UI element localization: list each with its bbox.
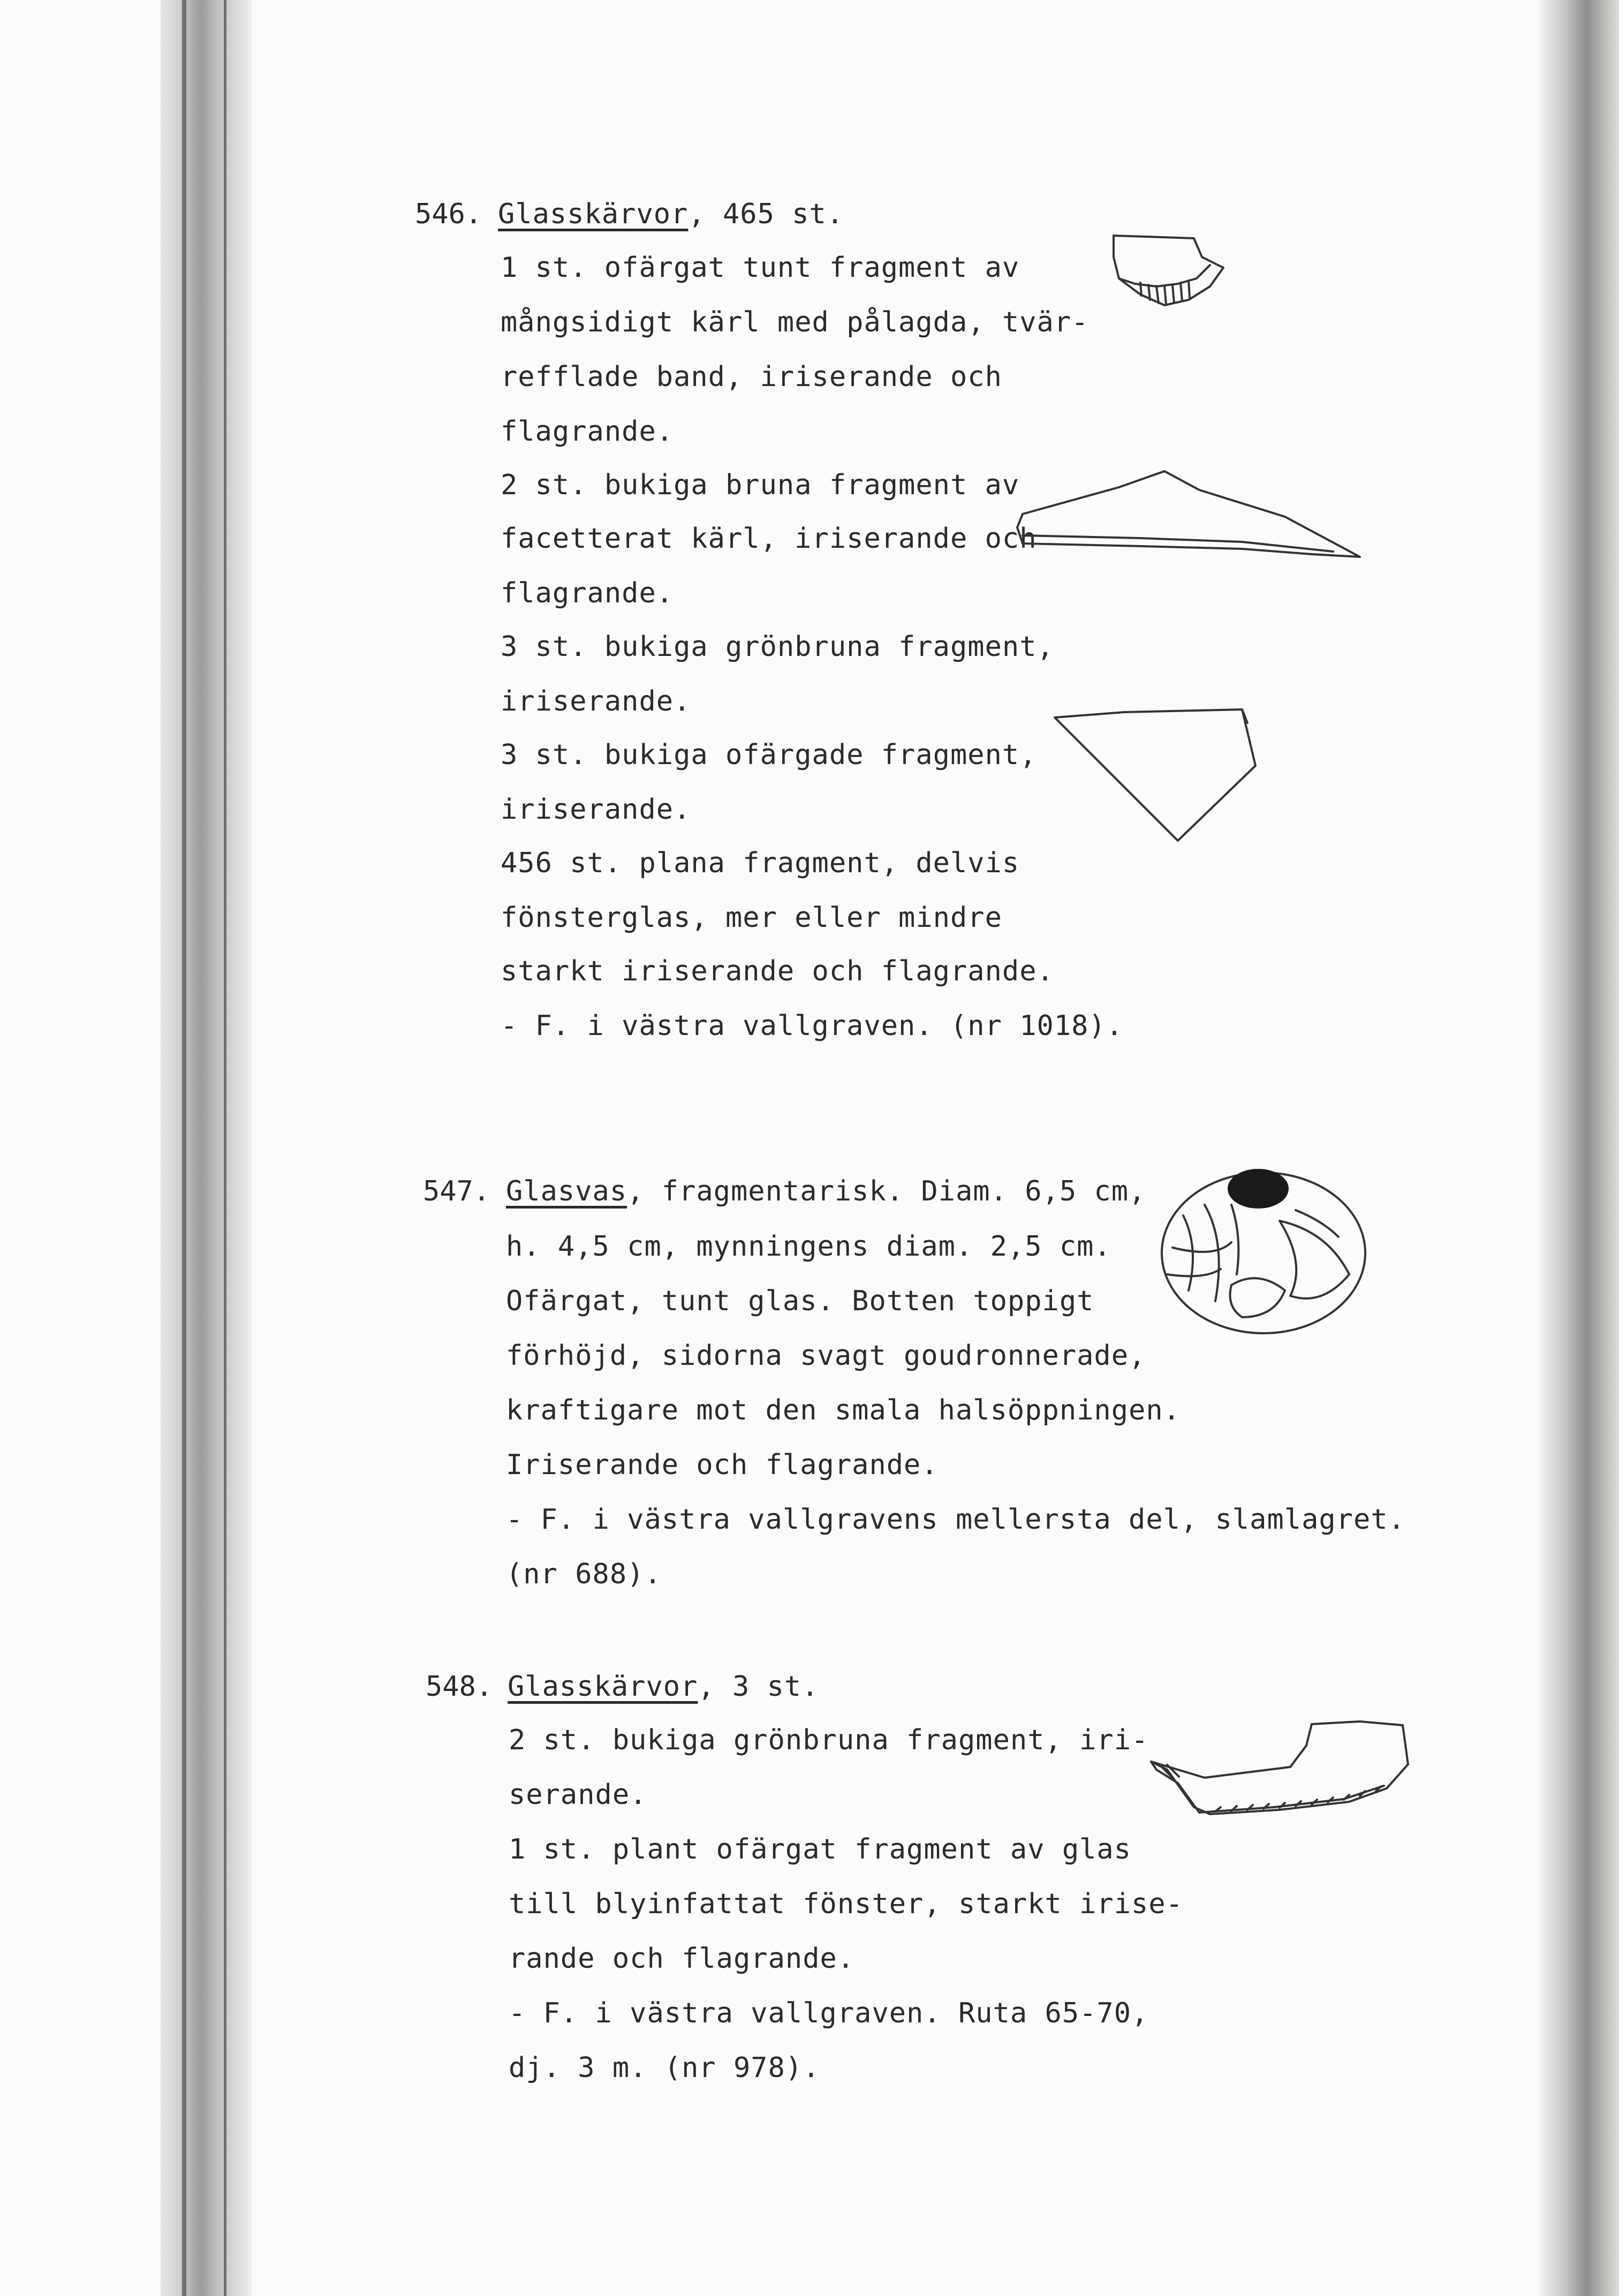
entry-547-line: Iriserande och flagrande. xyxy=(506,1449,939,1481)
entry-547-title-suffix: , fragmentarisk. Diam. 6,5 cm, xyxy=(627,1175,1146,1207)
entry-546-number: 546. xyxy=(415,198,482,230)
entry-548-line: 1 st. plant ofärgat fragment av glas xyxy=(509,1833,1132,1865)
book-binding xyxy=(161,0,252,2296)
entry-547-line: (nr 688). xyxy=(506,1558,662,1590)
entry-548-line: dj. 3 m. (nr 978). xyxy=(509,2052,820,2084)
triangular-fragment-sketch xyxy=(1044,701,1269,857)
bowl-fragment-sketch xyxy=(1146,1713,1419,1842)
entry-546-line: starkt iriserande och flagrande. xyxy=(501,955,1054,987)
page-edge xyxy=(1539,0,1619,2296)
entry-547-line: kraftigare mot den smala halsöppningen. xyxy=(506,1394,1181,1426)
entry-548-title: Glasskärvor xyxy=(508,1671,698,1703)
entry-546-line: iriserande. xyxy=(501,685,691,718)
entry-548-heading xyxy=(508,1671,819,1703)
entry-546-line: refflade band, iriserande och xyxy=(501,361,1002,393)
entry-546-line: facetterat kärl, iriserande och xyxy=(501,523,1037,555)
entry-546-line: 2 st. bukiga bruna fragment av xyxy=(501,469,1020,501)
binding-line xyxy=(224,0,226,2296)
entry-548-title-suffix: , 3 st. xyxy=(698,1671,819,1703)
entry-547-heading xyxy=(506,1175,1146,1207)
entry-547-line: förhöjd, sidorna svagt goudronnerade, xyxy=(506,1340,1146,1372)
entry-546-title: Glasskärvor xyxy=(498,198,689,230)
entry-546-title-suffix: , 465 st. xyxy=(688,198,844,230)
entry-548-number: 548. xyxy=(426,1671,493,1703)
entry-546-line: flagrande. xyxy=(501,577,674,609)
entry-546-line: flagrande. xyxy=(501,416,674,448)
entry-546-line: 3 st. bukiga grönbruna fragment, xyxy=(501,631,1054,663)
entry-548-line: - F. i västra vallgraven. Ruta 65-70, xyxy=(509,1997,1149,2029)
entry-547-title: Glasvas xyxy=(506,1175,627,1207)
ribbed-fragment-sketch xyxy=(1103,225,1242,332)
entry-547-number: 547. xyxy=(423,1175,490,1207)
entry-546-line: - F. i västra vallgraven. (nr 1018). xyxy=(501,1010,1124,1042)
entry-548-line: till blyinfattat fönster, starkt irise- xyxy=(509,1888,1183,1920)
entry-548-line: 2 st. bukiga grönbruna fragment, iri- xyxy=(509,1724,1149,1756)
entry-546-line: 1 st. ofärgat tunt fragment av xyxy=(501,252,1020,284)
entry-546-line: fönsterglas, mer eller mindre xyxy=(501,902,1002,934)
entry-546-line: 456 st. plana fragment, delvis xyxy=(501,847,1020,879)
glass-vase-sketch xyxy=(1151,1157,1376,1344)
faceted-fragment-sketch xyxy=(1012,460,1371,578)
binding-line xyxy=(182,0,186,2296)
entry-546-line: 3 st. bukiga ofärgade fragment, xyxy=(501,739,1037,771)
entry-547-line: - F. i västra vallgravens mellersta del, slamlagret. xyxy=(506,1504,1405,1536)
entry-548-line: serande. xyxy=(509,1779,647,1811)
entry-547-line: h. 4,5 cm, mynningens diam. 2,5 cm. xyxy=(506,1230,1111,1263)
entry-547-line: Ofärgat, tunt glas. Botten toppigt xyxy=(506,1285,1094,1317)
entry-546-line: iriserande. xyxy=(501,794,691,826)
entry-546-heading xyxy=(498,198,844,230)
entry-548-line: rande och flagrande. xyxy=(509,1943,855,1975)
entry-546-line: mångsidigt kärl med pålagda, tvär- xyxy=(501,306,1089,338)
